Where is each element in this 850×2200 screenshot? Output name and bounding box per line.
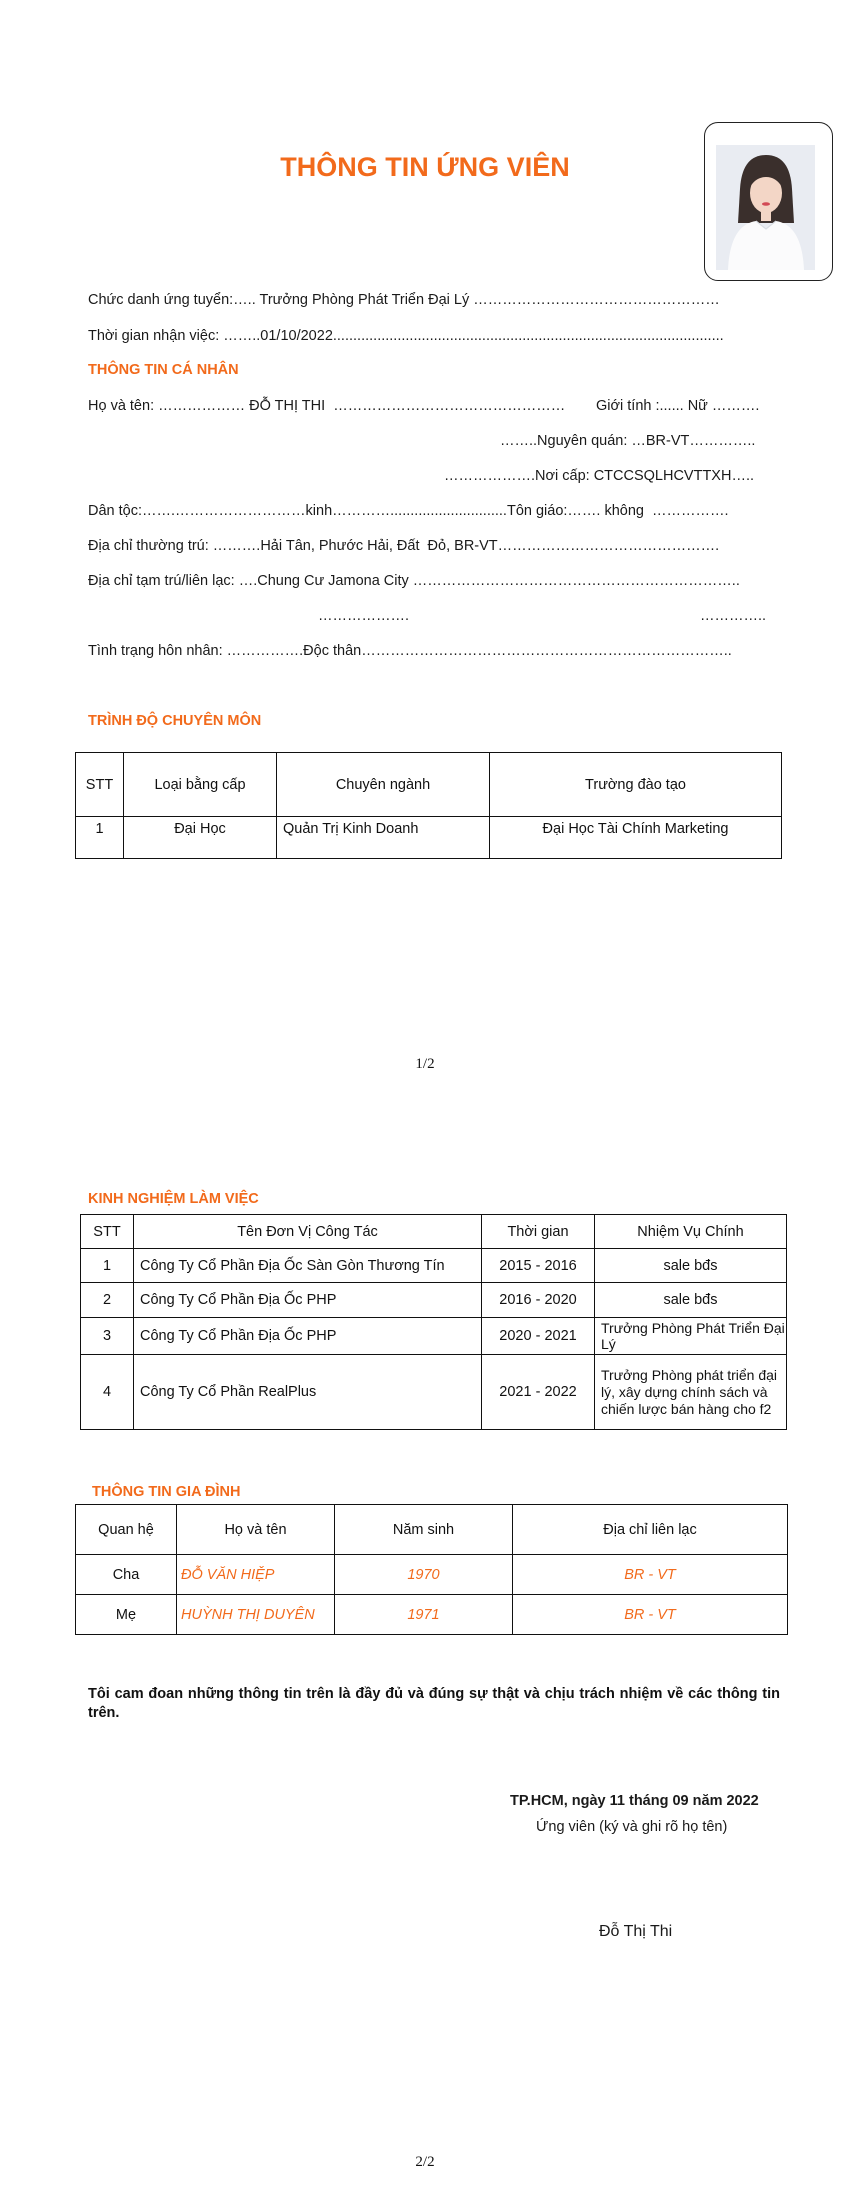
family-header-row [76,1505,788,1555]
family-heading: THÔNG TIN GIA ĐÌNH [92,1484,241,1500]
education-header-school: Trường đào tạo [490,753,782,817]
experience-header-period: Thời gian [482,1215,595,1249]
experience-cell-company: Công Ty Cổ Phần RealPlus [134,1355,482,1430]
permanent-address-line: Địa chỉ thường trú: ……….Hải Tân, Phước Hải, Đất Đỏ, BR-VT………………………………………. [88,538,720,554]
table-row [81,1283,787,1318]
candidate-photo [716,145,815,270]
name-line: Họ và tên: ……………… ĐỖ THỊ THI ………………………………………… [88,398,566,414]
education-header-major: Chuyên ngành [277,753,490,817]
experience-cell-company: Công Ty Cổ Phần Địa Ốc PHP [134,1283,482,1318]
education-heading: TRÌNH ĐỘ CHUYÊN MÔN [88,713,262,729]
education-cell-major: Quản Trị Kinh Doanh [277,817,490,859]
family-table [75,1504,788,1635]
hometown-line: ……..Nguyên quán: …BR-VT………….. [500,433,756,449]
experience-cell-stt: 2 [81,1283,134,1318]
experience-cell-period: 2021 - 2022 [482,1355,595,1430]
signature-role: Ứng viên (ký và ghi rõ họ tên) [536,1819,728,1835]
education-header-row [76,753,782,817]
experience-cell-company: Công Ty Cổ Phần Địa Ốc Sàn Gòn Thương Tín [134,1249,482,1283]
education-cell-degree: Đại Học [124,817,277,859]
family-cell-birthyear: 1970 [335,1555,513,1595]
family-cell-relation: Mẹ [76,1595,177,1635]
dots-left: ………………. [318,608,410,624]
education-header-stt: STT [76,753,124,817]
page-number-2: 2/2 [415,2154,435,2170]
declaration: Tôi cam đoan những thông tin trên là đầy đủ và đúng sự thật và chịu trách nhiệm về các thông tin trên. [88,1686,780,1721]
table-row [76,1595,788,1635]
experience-cell-duty: sale bđs [595,1249,787,1283]
family-header-birthyear: Năm sinh [335,1505,513,1555]
family-cell-address: BR - VT [513,1555,788,1595]
ethnicity-line: Dân tộc:…….………………………kinh………….............................Tôn giáo:……. không ……………. [88,503,729,519]
family-cell-name: HUỲNH THỊ DUYÊN [177,1595,335,1635]
signature-date: TP.HCM, ngày 11 tháng 09 năm 2022 [510,1793,759,1809]
page-number-1: 1/2 [415,1056,435,1072]
marital-line: Tình trạng hôn nhân: …………….Độc thân………………………………………………………………….. [88,643,732,659]
experience-table [80,1214,787,1430]
experience-cell-duty: Trưởng Phòng Phát Triển Đại Lý [595,1318,787,1355]
table-row [81,1318,787,1355]
education-cell-stt: 1 [76,817,124,859]
experience-cell-period: 2015 - 2016 [482,1249,595,1283]
position-line: Chức danh ứng tuyển:….. Trưởng Phòng Phát Triển Đại Lý …………………………………………… [88,292,720,308]
table-row [76,1555,788,1595]
family-cell-relation: Cha [76,1555,177,1595]
family-cell-address: BR - VT [513,1595,788,1635]
experience-cell-duty: sale bđs [595,1283,787,1318]
education-header-degree: Loại bằng cấp [124,753,277,817]
experience-cell-period: 2020 - 2021 [482,1318,595,1355]
page-title: THÔNG TIN ỨNG VIÊN [280,152,570,182]
start-date-line: Thời gian nhận việc: ……..01/10/2022................................................................................................. [88,328,724,344]
experience-cell-company: Công Ty Cổ Phần Địa Ốc PHP [134,1318,482,1355]
personal-heading: THÔNG TIN CÁ NHÂN [88,362,239,378]
table-row [81,1355,787,1430]
gender-line: Giới tính :...... Nữ ………. [596,398,760,414]
experience-header-company: Tên Đơn Vị Công Tác [134,1215,482,1249]
family-header-name: Họ và tên [177,1505,335,1555]
table-row [81,1249,787,1283]
contact-address-line: Địa chỉ tạm trú/liên lạc: ….Chung Cư Jamona City ………………………………………………………….. [88,573,740,589]
signature-name: Đỗ Thị Thi [599,1923,673,1940]
experience-heading: KINH NGHIỆM LÀM VIỆC [88,1191,259,1207]
family-cell-name: ĐỖ VĂN HIỆP [177,1555,335,1595]
experience-header-duty: Nhiệm Vụ Chính [595,1215,787,1249]
family-cell-birthyear: 1971 [335,1595,513,1635]
issue-place-line: ……………….Nơi cấp: CTCCSQLHCVTTXH….. [444,468,755,484]
experience-cell-stt: 4 [81,1355,134,1430]
experience-cell-stt: 1 [81,1249,134,1283]
experience-cell-period: 2016 - 2020 [482,1283,595,1318]
experience-header-row [81,1215,787,1249]
table-row [76,817,782,859]
experience-cell-duty: Trưởng Phòng phát triển đại lý, xây dựng chính sách và chiến lược bán hàng cho f2 [595,1355,787,1430]
education-table [75,752,782,859]
family-header-relation: Quan hệ [76,1505,177,1555]
experience-cell-stt: 3 [81,1318,134,1355]
dots-right: ………….. [700,608,767,624]
experience-header-stt: STT [81,1215,134,1249]
family-header-address: Địa chỉ liên lạc [513,1505,788,1555]
education-cell-school: Đại Học Tài Chính Marketing [490,817,782,859]
